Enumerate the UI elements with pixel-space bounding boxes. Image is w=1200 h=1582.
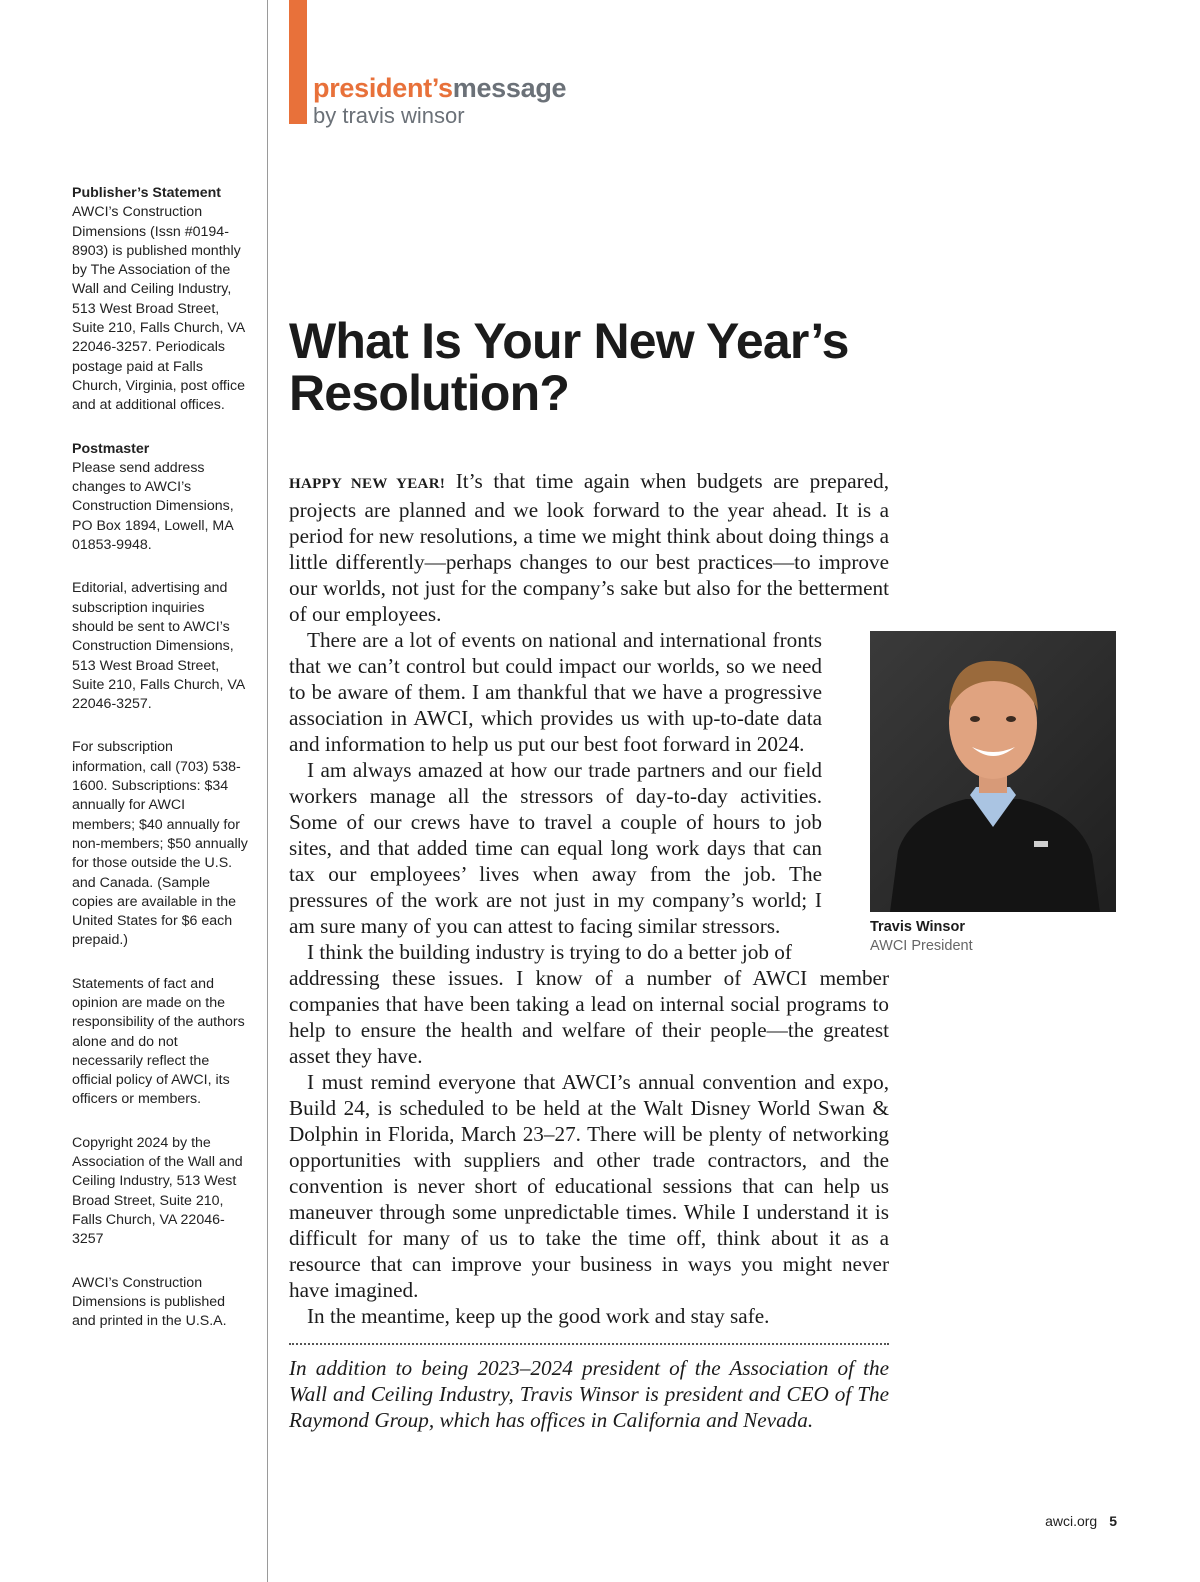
sidebar-block-title: Postmaster <box>72 440 150 457</box>
author-portrait <box>870 631 1116 912</box>
publishers-statement <box>72 184 250 416</box>
lead-in: HAPPY NEW YEAR! <box>289 476 446 492</box>
page-number: 5 <box>1109 1513 1117 1529</box>
sidebar-block-text: Please send address changes to AWCI’s Construction Dimensions, PO Box 1894, Lowell, MA 01853-9948. <box>72 459 234 554</box>
paragraph-1 <box>289 468 889 627</box>
sidebar-block-text: AWCI’s Construction Dimensions is published and printed in the U.S.A. <box>72 1274 227 1330</box>
publisher-sidebar <box>72 184 250 1355</box>
paragraph-6: In the meantime, keep up the good work and stay safe. <box>307 1304 770 1328</box>
sidebar-block-text: AWCI’s Construction Dimensions (Issn #0194-8903) is published monthly by The Association of the Wall and Ceiling Industry, 513 West Broad Street, Suite 210, Falls Church, VA 22046-3257. Periodicals postage paid at Falls Church, Virginia, post office and at additional offices. <box>72 204 245 414</box>
sidebar-block-title: Publisher’s Statement <box>72 185 222 201</box>
author-bio: In addition to being 2023–2024 president of the Association of the Wall and Ceiling Industry, Travis Winsor is president and CEO of The Raymond Group, which has offices in California and Nevada. <box>289 1356 889 1432</box>
disclaimer-block <box>72 975 250 1110</box>
paragraph-4-first-line: I think the building industry is trying to do a better job of <box>307 940 792 964</box>
postmaster-block <box>72 440 250 556</box>
column-divider <box>267 0 268 1582</box>
paragraph-4-rest: addressing these issues. I know of a number of AWCI member companies that have been taking a lead on internal social programs to help to ensure the health and welfare of their people—the greatest asset they have. <box>289 966 889 1068</box>
photo-caption-name: Travis Winsor <box>870 919 965 935</box>
section-header <box>313 72 566 129</box>
section-title-part2: message <box>452 73 567 103</box>
printed-in-block <box>72 1274 250 1332</box>
paragraph-2: There are a lot of events on national and international fronts that we can’t control but could impact our worlds, so we need to be aware of them. I am thankful that we have a progressive association in AWCI, which provides us with up-to-date data and information to help us put our best foot forward in 2024. <box>289 628 822 756</box>
sidebar-block-text: For subscription information, call (703) 538-1600. Subscriptions: $34 annually for AWCI members; $40 annually for non-members; $50 annually for those outside the U.S. and Canada. (Sample copies are available in the United States for $6 each prepaid.) <box>72 739 248 949</box>
subscription-info-block <box>72 738 250 950</box>
copyright-block <box>72 1134 250 1250</box>
article-body <box>289 468 889 1433</box>
sidebar-block-text: Copyright 2024 by the Association of the Wall and Ceiling Industry, 513 West Broad Street, Suite 210, Falls Church, VA 22046-3257 <box>72 1134 243 1248</box>
paragraph-3: I am always amazed at how our trade partners and our field workers manage all the stressors of day-to-day activities. Some of our crews have to travel a couple of hours to job sites, and that added time can equal long work days that can tax our employees’ lives when away from the job. The pressures of the work are not just in my company’s world; I am sure many of you can attest to facing similar stressors. <box>289 758 822 938</box>
header-accent-bar <box>289 0 307 124</box>
paragraph-5: I must remind everyone that AWCI’s annual convention and expo, Build 24, is scheduled to be held at the Walt Disney World Swan & Dolphin in Florida, March 23–27. There will be plenty of networking opportunities with suppliers and other trade contractors, and the convention is never short of educational sessions that can help us maneuver through some unpredictable times. While I understand it is difficult for many of us to take the time off, think about it as a resource that can improve your business in ways you might never have imagined. <box>289 1070 889 1302</box>
section-title <box>313 72 566 104</box>
byline: by travis winsor <box>313 103 465 128</box>
sidebar-block-text: Editorial, advertising and subscription inquiries should be sent to AWCI’s Construction Dimensions, 513 West Broad Street, Suite 210, Falls Church, VA 22046-3257. <box>72 580 245 713</box>
footer-site: awci.org <box>1045 1513 1098 1529</box>
section-title-part1: president’s <box>313 73 453 103</box>
sidebar-block-text: Statements of fact and opinion are made on the responsibility of the authors alone and do not necessarily reflect the official policy of AWCI, its officers or members. <box>72 975 245 1108</box>
article-headline: What Is Your New Year’s Resolution? <box>289 313 849 421</box>
page-footer <box>1045 1513 1117 1529</box>
photo-caption <box>870 918 973 955</box>
paragraph-1-text: It’s that time again when budgets are prepared, projects are planned and we look forward to the year ahead. It is a period for new resolutions, a time we might think about doing things a little differently—perhaps changes to our best practices—to improve our worlds, not just for the company’s sake but also for the betterment of our employees. <box>289 469 890 626</box>
author-photo <box>870 631 1116 912</box>
editorial-inquiries-block <box>72 579 250 714</box>
dotted-divider <box>289 1343 889 1345</box>
photo-caption-role: AWCI President <box>870 937 973 954</box>
